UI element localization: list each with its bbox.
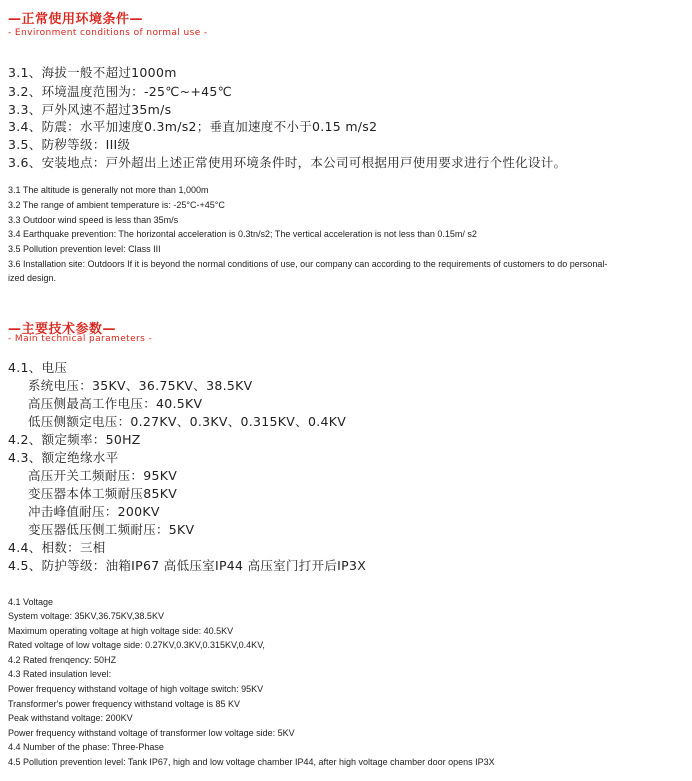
tech-en-line: Transformer's power frequency withstand voltage is 85 KV [8,699,240,709]
tech-cn-line: 高压侧最高工作电压：40.5KV [28,396,203,411]
env-en-line: 3.6 Installation site: Outdoors If it is beyond the normal conditions of use, our company can according to the requirements of customers to do personal- [8,259,608,269]
env-en-line: 3.1 The altitude is generally not more than 1,000m [8,185,209,195]
env-en-line: 3.5 Pollution prevention level: Class III [8,244,161,254]
tech-en-line: 4.5 Pollution prevention level: Tank IP67, high and low voltage chamber IP44, after high voltage chamber door opens IP3X [8,757,495,767]
tech-en-line: Maximum operating voltage at high voltage side: 40.5KV [8,626,234,636]
tech-cn-line: 4.2、额定频率：50HZ [8,432,141,447]
env-en-line: 3.3 Outdoor wind speed is less than 35m/s [8,215,179,225]
tech-cn-line: 4.5、防护等级：油箱IP67 高低压室IP44 高压室门打开后IP3X [8,558,367,573]
tech-cn-line: 4.3、额定绝缘水平 [8,450,119,465]
tech-en-line: Power frequency withstand voltage of transformer low voltage side: 5KV [8,728,295,738]
tech-cn-line: 4.4、相数：三相 [8,540,106,555]
tech-cn-line: 冲击峰值耐压：200KV [28,504,160,519]
env-cn-line: 3.3、戸外风速不超过35m/s [8,102,172,117]
tech-en-line: Power frequency withstand voltage of high voltage switch: 95KV [8,684,264,694]
tech-cn-line: 变压器低压侧工频耐压：5KV [28,522,195,537]
tech-en-line: 4.3 Rated insulation level: [8,669,112,679]
env-cn-line: 3.5、防秽等级：III级 [8,137,131,152]
tech-section-subtitle: - Main technical parameters - [8,334,153,344]
tech-cn-line: 系统电压：35KV、36.75KV、38.5KV [28,378,253,393]
tech-cn-line: 4.1、电压 [8,360,68,375]
env-section-title: —正常使用环境条件— [8,12,144,27]
tech-cn-line: 低压侧额定电压：0.27KV、0.3KV、0.315KV、0.4KV [28,414,347,429]
tech-en-line: 4.1 Voltage [8,597,54,607]
tech-en-line: System voltage: 35KV,36.75KV,38.5KV [8,611,164,621]
tech-section-title: —主要技术参数— [8,322,117,337]
tech-en-line: 4.4 Number of the phase: Three-Phase [8,742,164,752]
env-cn-line: 3.1、海拔一般不超过1000m [8,65,177,80]
env-cn-line: 3.2、环境温度范围为：-25℃~+45℃ [8,84,233,99]
tech-en-line: Rated voltage of low voltage side: 0.27KV,0.3KV,0.315KV,0.4KV, [8,640,265,650]
env-cn-line: 3.6、安装地点：戸外超出上述正常使用环境条件时，本公司可根据用戸使用要求进行个性化设计。 [8,155,567,170]
tech-cn-line: 变压器本体工频耐压85KV [28,486,178,501]
env-en-line: ized design. [8,273,57,283]
env-en-line: 3.2 The range of ambient temperature is: -25°C-+45°C [8,200,225,210]
env-cn-line: 3.4、防震：水平加速度0.3m/s2；垂直加速度不小于0.15 m/s2 [8,119,378,134]
tech-en-line: Peak withstand voltage: 200KV [8,713,133,723]
env-section-subtitle: - Environment conditions of normal use - [8,28,208,38]
tech-cn-line: 高压开关工频耐压：95KV [28,468,178,483]
tech-en-line: 4.2 Rated frenqency: 50HZ [8,655,117,665]
env-en-line: 3.4 Earthquake prevention: The horizontal acceleration is 0.3tn/s2; The vertical acceleration is not less than 0.15m/ s2 [8,229,477,239]
